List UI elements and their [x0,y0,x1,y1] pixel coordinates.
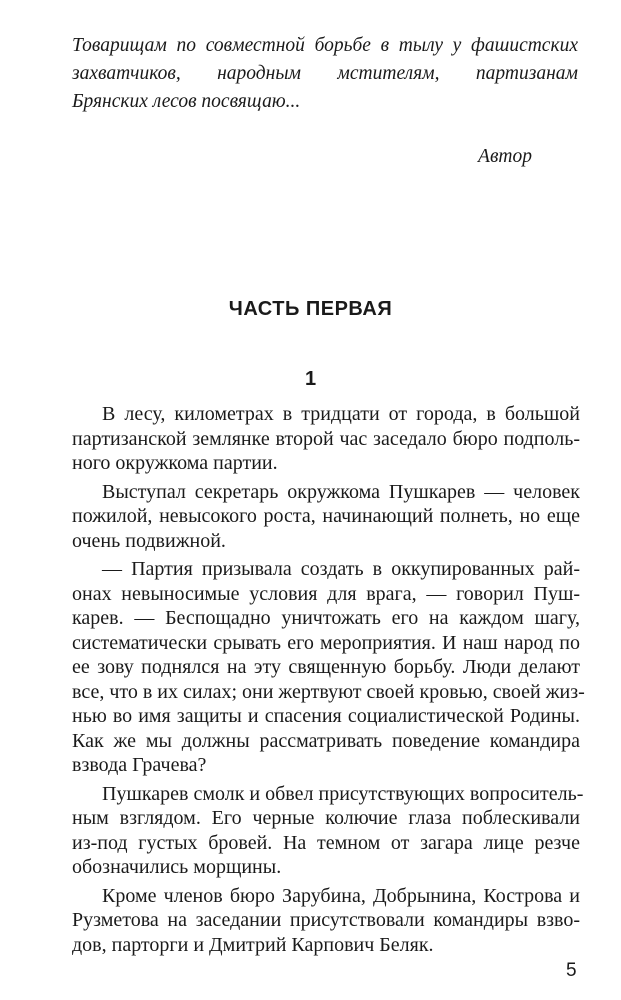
text-line: систематически срывать его мероприятия. И наш народ по [72,631,580,654]
text-line: — Партия призывала создать в оккупированных рай- [102,558,580,580]
text-line: Кроме членов бюро Зарубина, Добрынина, Кострова и [102,884,580,907]
paragraph [72,782,584,880]
text-line: все, что в их силах; они жертвуют своей кровью, своей жиз- [72,680,585,703]
text-line: Рузметова на заседании присутствовали командиры взво- [72,909,580,931]
paragraph [72,480,580,554]
text-line: ного окружкома партии. [72,452,278,474]
text-line: В лесу, километрах в тридцати от города, в большой [102,403,580,425]
text-line: Выступал секретарь окружкома Пушкарев — человек [102,480,580,503]
text-line: обозначились морщины. [72,856,282,878]
text-line: пожилой, невысокого роста, начинающий полнеть, но еще [72,505,580,527]
epigraph-author: Автор [478,146,532,167]
text-line: онах невыносимые условия для врага, — говорил Пуш- [72,582,580,605]
text-line: из-под густых бровей. На темном от загара лице резче [72,831,580,854]
text-line: Как же мы должны рассматривать поведение командира [72,729,580,752]
part-title: ЧАСТЬ ПЕРВАЯ [228,298,393,320]
chapter-number: 1 [304,368,317,390]
paragraph [72,557,585,778]
epigraph-line: Товарищам по совместной борьбе в тылу у фашистских [72,35,578,56]
epigraph-line: Брянских лесов посвящаю... [72,91,301,112]
page-number: 5 [566,960,577,981]
paragraph [72,884,580,958]
epigraph [72,32,578,171]
text-line: Пушкарев смолк и обвел присутствующих вопроситель- [102,782,584,805]
text-line: карев. — Беспощадно уничтожать его на каждом шагу, [72,607,580,629]
text-line: нью во имя защиты и спасения социалистической Родины. [72,705,580,727]
epigraph-line: захватчиков, народным мстителям, партизанам [72,63,578,84]
text-line: ее зову поднялся на эту священную борьбу. Люди делают [72,656,580,678]
text-line: очень подвижной. [72,529,226,552]
paragraph [72,402,580,476]
body-text [72,402,585,961]
text-line: ным взглядом. Его черные колючие глаза поблескивали [72,807,580,829]
text-line: взвода Грачева? [72,754,207,776]
text-line: дов, парторги и Дмитрий Карпович Беляк. [72,933,434,956]
text-line: партизанской землянке второй час заседало бюро подполь- [72,427,580,450]
